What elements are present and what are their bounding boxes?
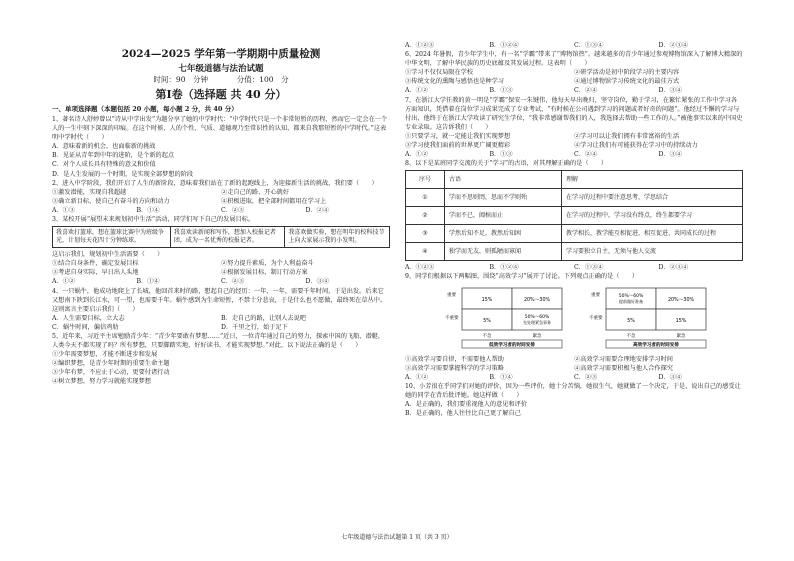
option: A．意味着新的机会，也面临新的挑战 (52, 143, 156, 151)
exam-title: 2024—2025 学年第一学期期中质量检测 (121, 48, 321, 60)
question-2 (52, 179, 390, 215)
option: C．②③ (574, 373, 598, 381)
chart-title: 低效学习者的时间安排 (489, 342, 535, 348)
time-label: 时间：90 分钟 (153, 75, 208, 84)
option: D．③④ (658, 151, 683, 159)
item: ②编织梦想，是青少年时期的重要生命主题 (52, 360, 170, 368)
option: D．②③④ (658, 42, 689, 49)
option: D．②④ (305, 206, 330, 214)
time-charts (415, 286, 743, 352)
item: ②高效学习需要合理地安排学习时间 (574, 355, 673, 363)
item: ④学习让我们有可能获得在学习中的持续动力 (574, 142, 698, 150)
table-row (406, 225, 743, 243)
time-chart-efficient (588, 286, 714, 352)
option: A．①② (405, 373, 429, 381)
item: ③传统文化的熏陶与感悟也是种学习 (405, 78, 504, 86)
option: C．①③④ (574, 42, 604, 49)
part-heading: 第Ⅰ卷（选择题 共 40 分） (155, 88, 287, 101)
question-stem: 2、进入中学阶段，我们开启了人生的新阶段，意味着我们站在了新的起跑线上，为迎接新生活的挑战，我们要（ ） (52, 179, 378, 187)
cell-note: 提前做好准备 (619, 298, 643, 304)
option: B．走自己的路，让别人去说吧 (221, 314, 306, 322)
table-cell: ④ (406, 243, 445, 261)
item: ②学习可以让我们拥有非常富裕的生活 (574, 132, 680, 140)
item: ④积极进取，把全部时间都用在学习上 (221, 197, 327, 205)
table-cell: 学而不已，阖棺而止 (445, 207, 562, 225)
goal-cell: 我喜欢做实验，想在明年的校科技节上向大家展示我的小发明。 (285, 227, 390, 248)
table-cell: ③ (406, 225, 445, 243)
item: ③考虑自身实际，早日出人头地 (52, 269, 139, 277)
option: B．见证从青年到中年的进阶，是个新的起点 (52, 152, 175, 160)
option: B．①③ (489, 87, 513, 95)
question-stem: 7、在浙江大学任教的黄一明是“学霸”保安一朱键伟，他每天早出晚归，坚守岗位，勤于学习，在繁忙紧张的工作中学习各方面知识，凭借着在岗位学习成果完成了专业考试，“有时候在公司遇到学习的问题或者好奇的问题”。他经过不懈的学习与付出，他终于在浙江大学攻读了研究生学位，“我非常感谢帮我们的人，我选择去帮助一些工作的人。”被他事实以来的中国史专业录取。这告诉我们（ ） (405, 96, 743, 131)
table-cell: 独学而无友，则孤陋而寡闻 (445, 243, 562, 261)
option: D．③④ (658, 87, 683, 95)
option: A．①②③ (405, 264, 435, 272)
x-axis-label: 紧急 (676, 333, 686, 339)
y-axis-label-2: 不重要 (445, 315, 459, 321)
option: C．①③④ (574, 264, 604, 272)
table-cell: 学而不思则罔，思而不学则殆 (445, 189, 562, 207)
question-6 (405, 50, 743, 95)
question-5-options (405, 41, 743, 50)
table-row (406, 243, 743, 261)
goal-cell: 我喜欢读新闻和写作，想加入校报记者团，成为一名优秀的校报记者。 (170, 227, 285, 248)
right-column (405, 41, 743, 418)
question-stem: 这启示我们，规划初中生活需要（ ） (52, 251, 164, 259)
option: B．①②④ (489, 264, 519, 272)
item: ④树立梦想，努力学习就能实现梦想 (52, 378, 151, 386)
question-9 (405, 272, 743, 381)
option: B．①④ (136, 278, 160, 286)
table-cell: 教学相长，教学能互相促进，相互促进、共同成长的过程 (562, 225, 743, 243)
question-7 (405, 96, 743, 160)
chart-title: 高效学习者的时间安排 (633, 342, 679, 348)
option: A．①②③ (405, 42, 435, 49)
item: ①激发潜能，实现自我超越 (52, 188, 127, 196)
option: A．人生需要目标，立大志 (52, 314, 125, 322)
table-cell: 学习要独立自主，无须与他人交流 (562, 243, 743, 261)
cell-label: 15% (675, 318, 687, 324)
option: D．③④ (658, 373, 683, 381)
item: ①只要学习，就一定能让我们实现梦想 (405, 132, 511, 140)
option: B．①③ (489, 151, 513, 159)
question-8 (405, 159, 743, 272)
table-row (406, 189, 743, 207)
question-stem: 6、2024 年暑假，青少年学生中，有一名“学霸”带来了“博物馆热”。越来越多的青少年通过参观博物馆深入了解博大精深的中华文明，了解中华民族的历史底蕴及其发展过程。这表明（ ） (405, 51, 743, 68)
item: ③高效学习需要掌握科学的学习策略 (405, 364, 504, 372)
question-stem: 1、著名诗人舒婷曾以“诗从中学出发”为题分享了她的中学时代：“中学时代只是一个非常短暂的历程，然而它一定会在一个人的一生中刻下深深的印痕。在这个时候，人的个性、气质、道德观乃至常识性的认知，都来自我那短暂的中学时代。”这表明中学时代（ ） (52, 116, 388, 142)
question-stem: 8、以下是某班同学交流的关于“学习”的古语，对其理解正确的是（ ） (405, 160, 608, 168)
table-cell: 在学习的过程中要注意思考，学思结合 (562, 189, 743, 207)
score-label: 分值：100 分 (236, 75, 289, 84)
option: C．②④ (574, 87, 598, 95)
question-1 (52, 115, 390, 179)
x-axis-label: 紧急 (532, 333, 542, 339)
section-heading: 一、单项选择题（本题包括 20 小题，每小题 2 分，共 40 分） (52, 105, 238, 113)
item: ①少年需要梦想，才能不断进步和发展 (52, 351, 158, 359)
option: A．①② (405, 151, 429, 159)
cell-label: 50%～60% (524, 314, 550, 320)
proverb-table (405, 170, 743, 261)
y-axis-label: 重要 (591, 292, 600, 298)
item: ③少年有梦，不应止于心动，更要付诸行动 (52, 369, 170, 377)
option: C．②③ (221, 278, 245, 286)
item: ①高效学习要自律，不需要他人帮助 (405, 355, 504, 363)
option: C．②③ (221, 206, 245, 214)
left-column (52, 38, 390, 387)
option: A．①② (52, 278, 76, 286)
cell-label: 20%～30% (523, 297, 551, 303)
item: ③学习使我们面前的世界更广阔更精彩 (405, 142, 511, 150)
time-chart-inefficient (444, 286, 570, 352)
question-stem: 9、同学们根据以下两幅图，围绕“高效学习”展开了讨论。下列观点正确的是（ ） (405, 273, 639, 281)
item: ①结合自身条件，确定发展目标 (52, 260, 139, 268)
col-header: 理解 (562, 171, 743, 189)
item: ②努力提升素质，为个人利益奋斗 (221, 260, 314, 268)
item: ④根据发展目标，制订行动方案 (221, 269, 308, 277)
question-3 (52, 215, 390, 286)
option: B．①④ (489, 373, 513, 381)
table-cell: ① (406, 189, 445, 207)
option: B．①②④ (489, 42, 519, 49)
goals-table (52, 226, 390, 248)
x-axis-label: 不急 (626, 333, 636, 339)
option: C．②④ (574, 151, 598, 159)
question-stem: 10、小芳很在乎同学们对她的评价，因为一些评价，她十分苦恼，她很生气，她就做了一个决定，于是，说出自己的感受让她的同学在背后批评她。她这样做（ ） (405, 382, 741, 399)
question-10 (405, 382, 743, 418)
cell-label: 5% (483, 318, 491, 324)
y-axis-label-2: 不重要 (589, 315, 603, 321)
item: ④通过博物馆学习传统文化的最佳方式 (574, 78, 680, 86)
cell-label: 20%～30% (667, 297, 695, 303)
option: D．③④ (305, 278, 330, 286)
option: A．是正确的，我们要重视他人的意见和评价 (405, 400, 528, 408)
option: B．是正确的，他人往往比自己更了解自己 (405, 410, 521, 418)
option: D．千里之行，始于足下 (221, 323, 288, 331)
question-stem: 4、一只蜗牛，他成功地爬上了长城，他回首来时的路，想起自己的经历：一年、一年，需要千年时间，于是出发。后来它又想南下陕到长江水，可一望，也需要千年。蜗牛感到为生命短暂，不禁十分悲哀，于是什么也不愿做，最终死在草丛中。这则寓言主要启示我们（ ） (52, 287, 387, 313)
item: ④高效学习需要积极与他人合作探究 (574, 364, 673, 372)
y-axis-label: 重要 (447, 292, 456, 298)
option: C．蜗牛时间，偏信鸡肋 (52, 323, 119, 331)
exam-meta (52, 75, 390, 85)
option: D．是人生发展的一个时期，是实现全部梦想的阶段 (52, 170, 194, 178)
table-cell: 在学习的过程中，学习没有终点，终生都要学习 (562, 207, 743, 225)
item: ③确立新目标，使自己有奋斗的方向和动力 (52, 197, 170, 205)
table-header-row (406, 171, 743, 189)
exam-subject: 七年级道德与法治试题 (178, 64, 264, 74)
option: B．①④ (136, 206, 160, 214)
option: D．②③④ (658, 264, 689, 272)
cell-label: 5% (627, 318, 635, 324)
item: ②研学活动是初中阶段学习的主要内容 (574, 69, 680, 77)
table-cell: 学然后知不足，教然后知困 (445, 225, 562, 243)
col-header: 古语 (445, 171, 562, 189)
item: ①学习不仅仅局限在学校 (405, 69, 474, 77)
x-axis-label: 不急 (482, 333, 492, 339)
question-stem: 5、近年来，习近平主席勉励青少年：“青少年要敢有梦想……”近日，一位青年通过自己的努力，探索中国的飞船、潜艇，人类今天不都实现了吗？所有梦想，只要脚踏实地，好好读书，才能实现梦想。”对此，以下说法正确的是（ ） (52, 332, 385, 350)
cell-label: 15% (481, 297, 493, 303)
table-row (406, 207, 743, 225)
option: A．①② (405, 87, 429, 95)
question-5 (52, 332, 390, 387)
item: ②走自己的路，开心就好 (221, 188, 290, 196)
option: A．①③ (52, 206, 76, 214)
col-header: 序号 (406, 171, 445, 189)
option: C．对个人成长具有特殊的意义和价值 (52, 161, 156, 169)
page-footer: 七年级道德与法治试题第 1 页（共 3 页） (341, 534, 453, 541)
question-4 (52, 287, 390, 332)
table-cell: ② (406, 207, 445, 225)
cell-label: 50%～60% (618, 293, 644, 299)
goal-cell: 我喜欢打篮球，想在篮球比赛中为班级争光，计划每天花四十分钟练球。 (53, 227, 171, 248)
cell-note: 先处理紧急事务 (523, 319, 551, 325)
question-stem: 3、某校开展“展望未来规划初中生活”活动，同学们写下自己的发展目标。 (52, 216, 255, 224)
